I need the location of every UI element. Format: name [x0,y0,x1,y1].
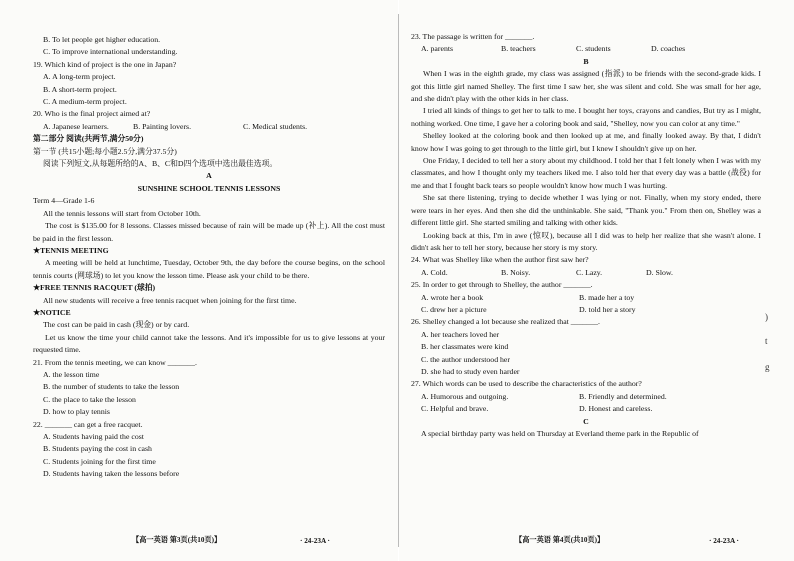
passage-paragraph: When I was in the eighth grade, my class was assigned (指派) to be friends with the second-grade kids. I got this little girl named Shelley. The first time I saw her, she was silent and cold. She was small for her age, and she didn't play with the other kids in her class. [411,69,761,104]
right-page-footer: 【高一英语 第4页(共10页)】 [515,536,605,544]
text-line: All new students will receive a free tennis racquet when joining for the first time. [43,295,297,305]
right-page [399,0,794,561]
text-line: Term 4—Grade 1-6 [33,196,95,206]
question-20-options [33,121,385,133]
answer-option: A. her teachers loved her [421,329,500,339]
answer-options-row [411,391,761,403]
question-24: 24. What was Shelley like when the author first saw her? [411,255,589,265]
answer-option: C. students [576,44,611,54]
passage-paragraph: Looking back at this, I'm in awe (惊叹), because all I did was to help her realize that she wasn't alone. I didn't ask her to tell her story, because her story is my story. [411,230,761,252]
right-page-code: · 24-23A · [709,537,739,545]
answer-option: A. Japanese learners. [43,121,109,131]
part-heading: 第二部分 阅读(共两节,满分50分) [33,134,144,144]
text-line: 22. _______ can get a free racquet. [33,419,143,429]
answer-options-row [411,292,761,304]
section-heading: 第一节 (共15小题;每小题2.5分,满分37.5分) [33,146,177,156]
text-line: B. To let people get higher education. [43,35,161,44]
text-line: All the tennis lessons will start from October 10th. [43,208,201,218]
text-line: A. the lesson time [43,369,100,379]
text-line: A. A long-term project. [43,72,116,82]
text-line: The cost is $135.00 for 8 lessons. Classes missed because of rain will be made up (补上). All the cost must be paid in the first lesson. [33,221,385,243]
answer-option: B. made her a toy [579,292,635,302]
text-line: The cost can be paid in cash (现金) or by card. [43,320,190,330]
answer-options-row [411,304,761,316]
answer-option: A. Humorous and outgoing. [421,391,509,401]
answer-option: D. Slow. [646,267,674,277]
passage-paragraph: She sat there listening, trying to decide whether I was lying or not. Finally, when my story ended, there were tears in her eyes. And then she did the unthinkable. She said, "Thank you." From then on, Shelley was a different little girl. She started smiling and talking with other kids. [411,193,761,228]
passage-paragraph: Shelley looked at the coloring book and then looked up at me, and finally looked away. By that, I didn't know how I was going to get through to the little girl, but I knew I shouldn't give up on her. [411,131,761,153]
text-line: C. A medium-term project. [43,97,127,107]
text-line: C. To improve international understanding. [43,47,178,57]
answer-option: D. coaches [651,44,686,54]
text-line: ★TENNIS MEETING [33,245,109,255]
text-line: C. the place to take the lesson [43,394,136,404]
text-line: C. Students joining for the first time [43,456,156,466]
text-line: 21. From the tennis meeting, we can know _______. [33,357,197,367]
text-line: ★FREE TENNIS RACQUET (球拍) [33,283,156,293]
answer-option: B. teachers [501,44,536,54]
instruction: 阅读下列短文,从每题所给的A、B、C和D四个选项中选出最佳选项。 [43,159,278,169]
right-column [411,31,761,440]
text-line: 20. Who is the final project aimed at? [33,109,151,119]
text-line: B. the number of students to take the lesson [43,382,180,392]
edge-mark: ) [765,312,768,322]
question-23: 23. The passage is written for _______. [411,32,535,41]
text-line: A. Students having paid the cost [43,432,144,441]
edge-mark: g [765,362,770,372]
text-line: D. Students having taken the lessons before [43,469,180,479]
text-line: D. how to play tennis [43,407,110,417]
passage-letter: C [583,416,589,426]
question-25: 25. In order to get through to Shelley, the author _______. [411,280,593,290]
text-line: Let us know the time your child cannot take the lessons. And it's impossible for us to give lessons at your requested time. [33,332,385,355]
answer-option: C. drew her a picture [421,304,487,314]
answer-option: A. wrote her a book [421,292,484,302]
question-23-options [411,43,761,55]
question-26: 26. Shelley changed a lot because she realized that _______. [411,317,601,327]
left-column [33,34,385,481]
left-page-footer: 【高一英语 第3页(共10页)】 [132,536,222,544]
edge-mark: t [765,336,768,346]
text-line: ★NOTICE [33,307,71,317]
answer-option: B. Friendly and determined. [579,391,667,401]
answer-option: D. Honest and careless. [579,404,653,414]
answer-options-row [411,403,761,415]
text-line: B. A short-term project. [43,84,117,94]
answer-option: C. Lazy. [576,267,603,277]
answer-option: B. Painting lovers. [133,121,192,131]
passage-paragraph: I tried all kinds of things to get her to talk to me. I bought her toys, crayons and candies, But try as I might, nothing worked. One time, I gave her a coloring book and said, "Shelley, now you can color at any time." [411,106,761,128]
passage-letter: B [583,56,589,66]
answer-option: C. the author understood her [421,354,510,364]
answer-option: B. her classmates were kind [421,342,509,352]
left-page-code: · 24-23A · [300,537,330,545]
text-line: 19. Which kind of project is the one in Japan? [33,59,177,69]
passage-letter: A [206,171,212,181]
text-line: B. Students paying the cost in cash [43,444,152,454]
text-line: A meeting will be held at lunchtime, Tuesday, October 9th, the day before the course begins, on the school tennis courts (网球场) to let you know the lesson time. Please ask your child to be there. [33,258,385,280]
question-24-options [411,267,761,279]
passage-first-line: A special birthday party was held on Thursday at Everland theme park in the Republic of [421,429,699,438]
answer-option: C. Helpful and brave. [421,404,489,414]
answer-option: B. Noisy. [501,267,531,277]
answer-option: D. she had to study even harder [421,366,520,376]
passage-title: SUNSHINE SCHOOL TENNIS LESSONS [137,183,281,193]
passage-paragraph: One Friday, I decided to tell her a story about my childhood. I told her that I felt lonely when I was with my classmates, and how I thought only my teachers liked me. I also told her that every day was a battle (战役) for me and that I fought back tears so people wouldn't know how much I was hurting. [411,156,761,190]
answer-option: A. parents [421,44,454,54]
answer-option: C. Medical students. [243,121,308,131]
question-27: 27. Which words can be used to describe the characteristics of the author? [411,379,642,389]
answer-option: D. told her a story [579,304,636,314]
answer-option: A. Cold. [421,267,448,277]
